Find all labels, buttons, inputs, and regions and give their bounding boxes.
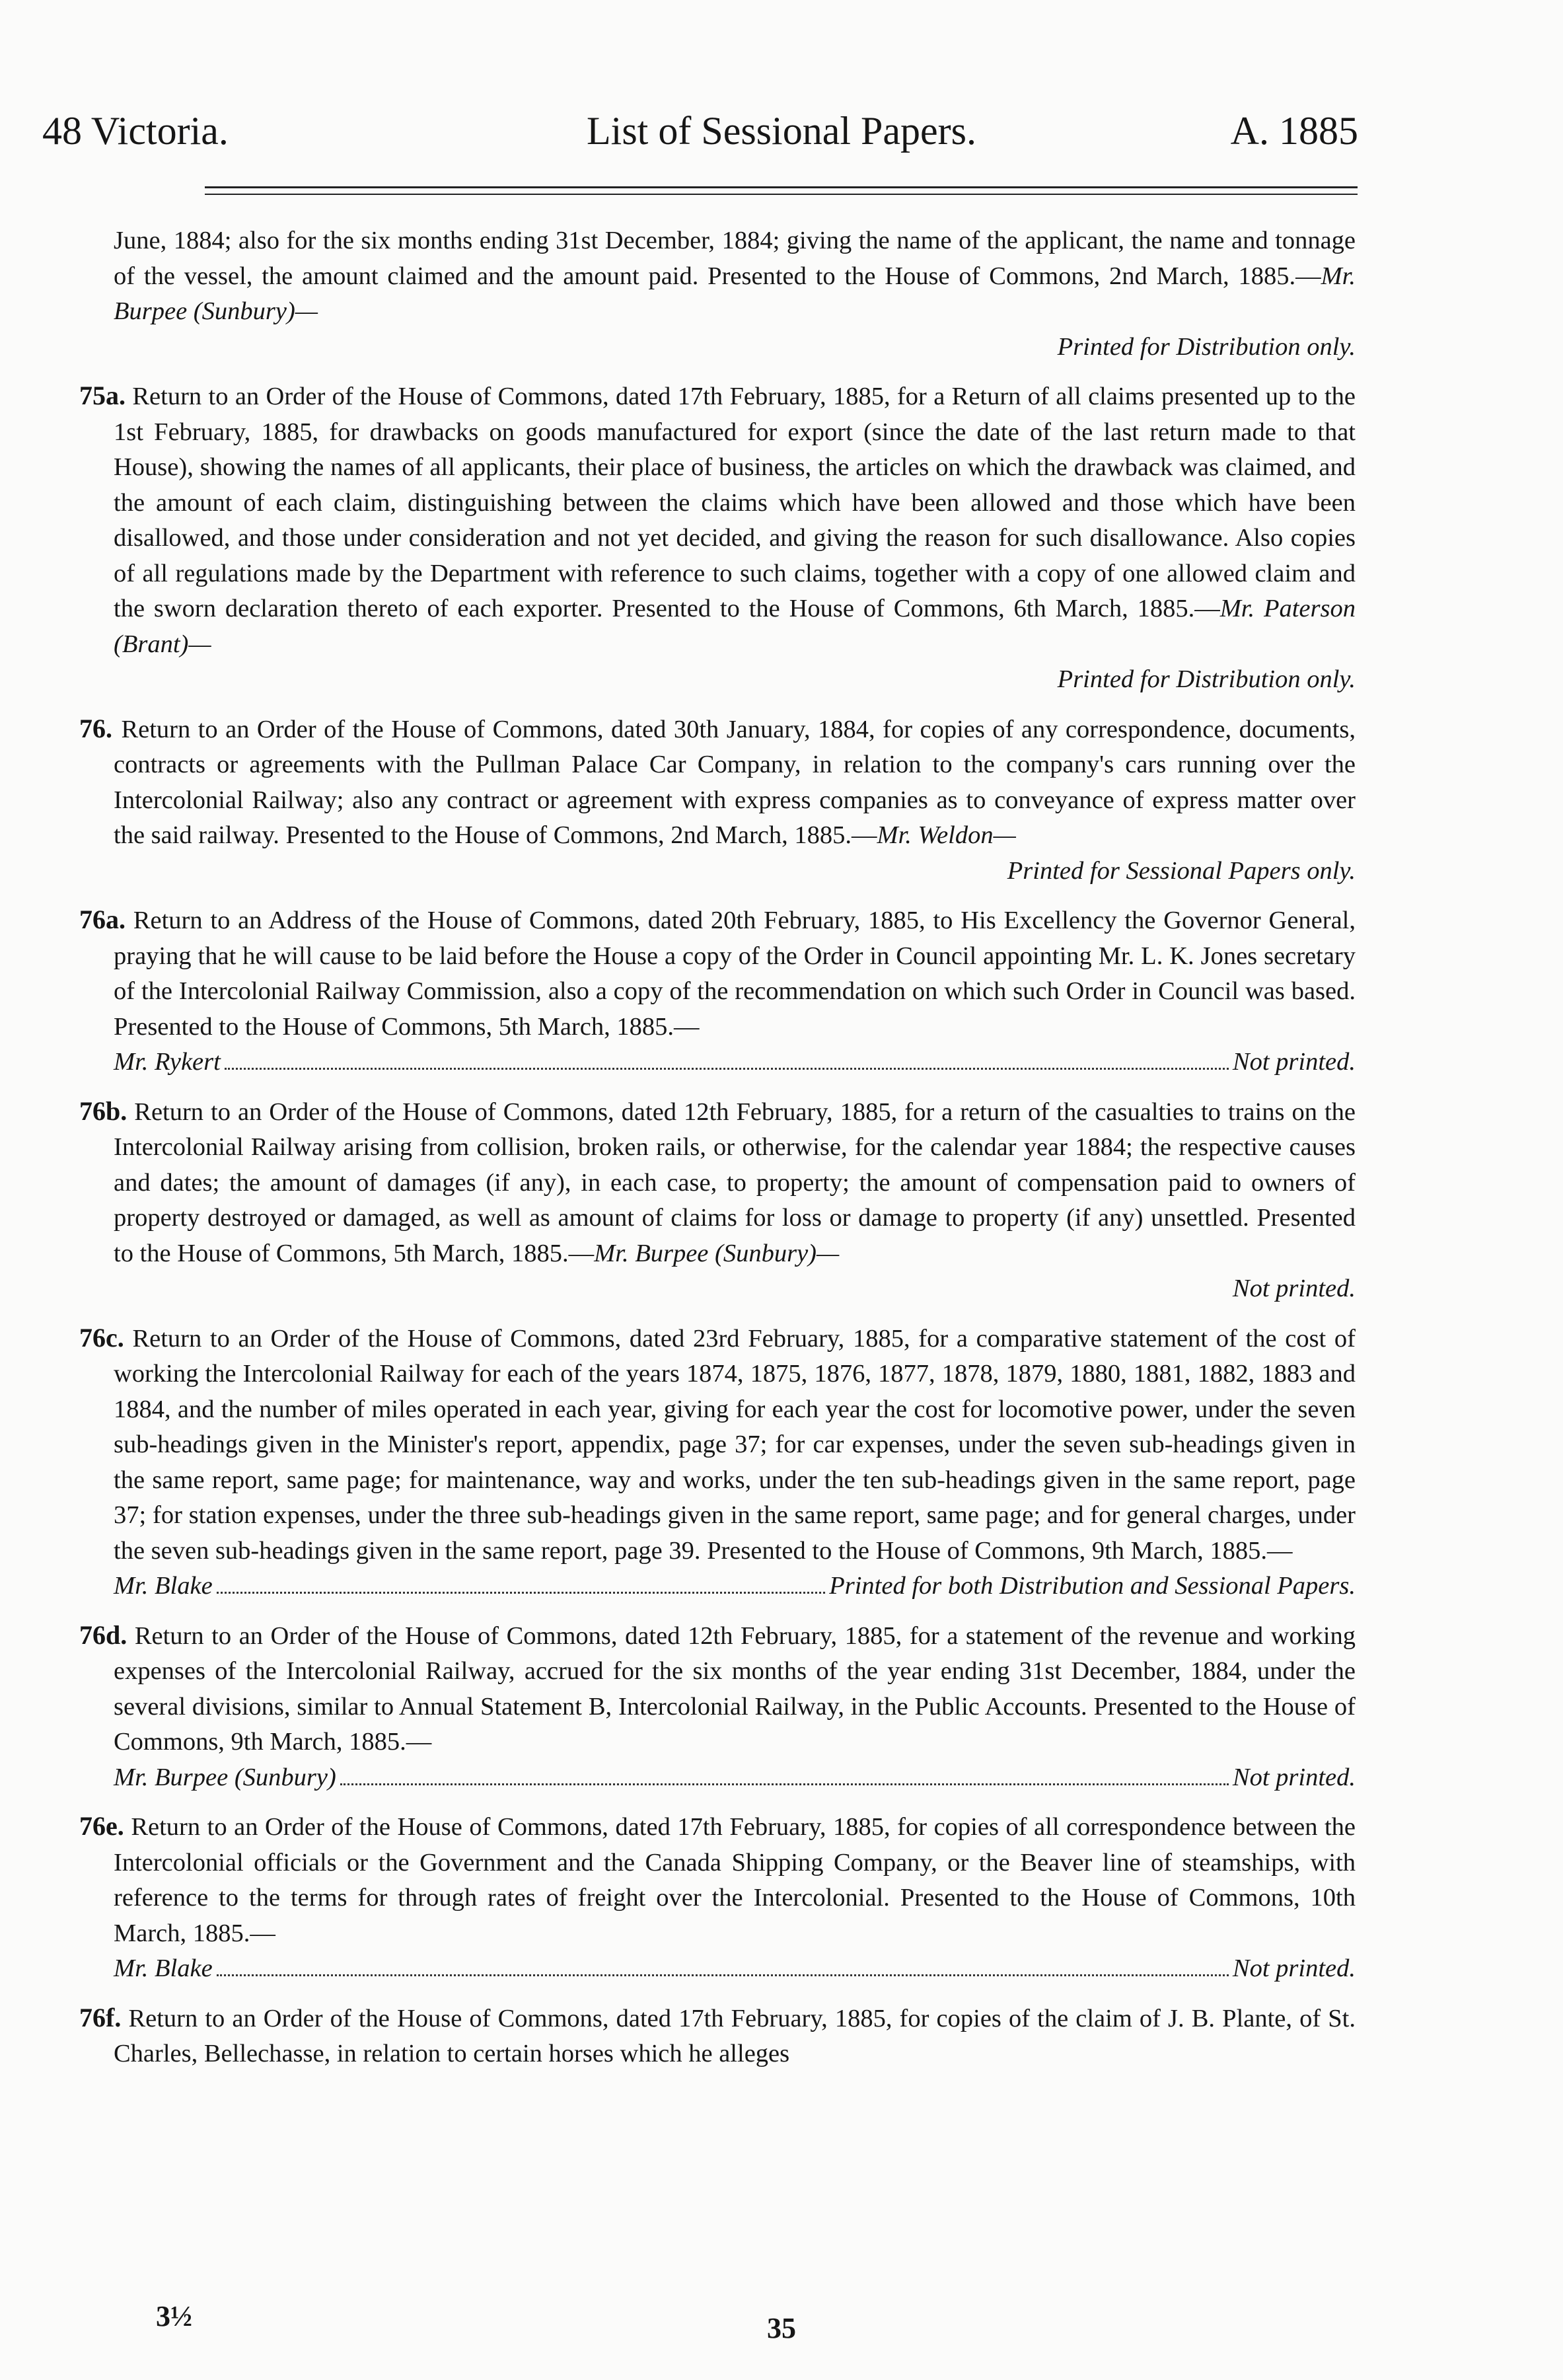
header-rule-thick [205, 186, 1358, 188]
entry-number: 76c. [79, 1322, 124, 1353]
dot-leader [225, 1068, 1229, 1070]
list-item [79, 902, 1356, 1080]
entry-status: Printed for Sessional Papers only. [1007, 856, 1356, 885]
entry-text: Return to an Order of the House of Commons, dated 17th February, 1885, for copies of the claim of J. B. Plante, of St. Charles, Bellechasse, in relation to certain horses which he alleges [114, 2004, 1356, 2067]
entry-text: June, 1884; also for the six months ending 31st December, 1884; giving the name of the applicant, the name and tonnage of the vessel, the amount claimed and the amount paid. Presented to the House of Commons, 2nd March, 1885.— [114, 227, 1356, 290]
entry-number: 76b. [79, 1096, 127, 1126]
printer-signature: 3½ [156, 2300, 192, 2332]
dot-leader [217, 1974, 1229, 1976]
dot-leader [217, 1592, 826, 1594]
entry-number: 75a. [79, 381, 126, 410]
entry-member: Mr. Weldon— [877, 821, 1016, 849]
list-item [79, 378, 1356, 698]
entry-number: 76a. [79, 905, 126, 934]
header-year: A. 1885 [1230, 109, 1358, 153]
entry-number: 76f. [79, 2002, 122, 2032]
entry-member: Mr. Burpee (Sunbury) [114, 1763, 336, 1791]
entry-dotline [114, 1760, 1356, 1796]
entry-text: Return to an Order of the House of Commons, dated 17th February, 1885, for copies of all correspondence between the Intercolonial officials or the Government and the Canada Shipping Company, or the Beaver line of steamships, with reference to the terms for through rates of freight over the Intercolonial. Presented to the House of Commons, 10th March, 1885.— [114, 1813, 1356, 1947]
dot-leader [340, 1783, 1229, 1785]
entry-status: Printed for both Distribution and Sessional Papers. [829, 1572, 1356, 1600]
entry-text: Return to an Order of the House of Commons, dated 30th January, 1884, for copies of any correspondence, documents, contracts or agreements with the Pullman Palace Car Company, in relation to the company's cars running over the Intercolonial Railway; also any contract or agreement with express companies as to conveyance of express matter over the said railway. Presented to the House of Commons, 2nd March, 1885.— [114, 715, 1356, 849]
entry-member: Mr. Rykert [114, 1048, 221, 1076]
entry-text: Return to an Order of the House of Commons, dated 12th February, 1885, for a return of the casualties to trains on the Intercolonial Railway arising from collision, broken rails, or otherwise, for the calendar year 1884; the respective causes and dates; the amount of damages (if any), in each case, to property; the amount of compensation paid to owners of property destroyed or damaged, as well as amount of claims for loss or damage to property (if any) unsettled. Presented to the House of Commons, 5th March, 1885.— [114, 1097, 1356, 1267]
entry-member: Mr. Blake [114, 1572, 213, 1600]
paper-list [79, 223, 1356, 2085]
list-item [79, 1618, 1356, 1796]
entry-member: Mr. Burpee (Sunbury)— [114, 262, 1356, 325]
entry-number: 76. [79, 713, 112, 743]
entry-dotline [114, 1569, 1356, 1604]
entry-number: 76e. [79, 1811, 124, 1841]
list-item [79, 1808, 1356, 1987]
entry-status: Not printed. [1232, 1954, 1356, 1982]
entry-member: Mr. Blake [114, 1954, 213, 1982]
entry-dotline [114, 1951, 1356, 1987]
entry-member: Mr. Burpee (Sunbury)— [594, 1239, 840, 1267]
entry-status: Not printed. [1232, 1763, 1356, 1791]
entry-member: Mr. Paterson (Brant)— [114, 595, 1356, 658]
entry-dotline [114, 1045, 1356, 1080]
header-rule-thin [205, 194, 1358, 195]
entry-number: 76d. [79, 1619, 127, 1650]
entry-status: Not printed. [1232, 1048, 1356, 1076]
list-item [79, 2000, 1356, 2072]
list-item [79, 1094, 1356, 1307]
page-title: List of Sessional Papers. [587, 109, 976, 153]
entry-text: Return to an Address of the House of Commons, dated 20th February, 1885, to His Excellency the Governor General, praying that he will cause to be laid before the House a copy of the Order in Council appointing Mr. L. K. Jones secretary of the Intercolonial Railway Commission, also a copy of the recommendation on which such Order in Council was based. Presented to the House of Commons, 5th March, 1885.— [114, 907, 1356, 1041]
header-session: 48 Victoria. [42, 109, 229, 153]
list-item [114, 223, 1356, 365]
entry-status: Printed for Distribution only. [1057, 665, 1356, 693]
list-item [79, 711, 1356, 889]
entry-status: Printed for Distribution only. [1057, 332, 1356, 361]
entry-text: Return to an Order of the House of Commons, dated 12th February, 1885, for a statement of the revenue and working expenses of the Intercolonial Railway, accrued for the six months of the year ending 31st December, 1884, under the several divisions, similar to Annual Statement B, Intercolonial Railway, in the Public Accounts. Presented to the House of Commons, 9th March, 1885.— [114, 1621, 1356, 1756]
entry-status: Not printed. [1232, 1275, 1356, 1302]
list-item [79, 1320, 1356, 1604]
page-number: 35 [767, 2312, 796, 2344]
entry-text: Return to an Order of the House of Commons, dated 17th February, 1885, for a Return of all claims presented up to the 1st February, 1885, for drawbacks on goods manufactured for export (since the date of the last return made to that House), showing the names of all applicants, their place of business, the articles on which the drawback was claimed, and the amount of each claim, distinguishing between the claims which have been allowed and those which have been disallowed, and those under consideration and not yet decided, and giving the reason for such disallowance. Also copies of all regulations made by the Department with reference to such claims, together with a copy of one allowed claim and the sworn declaration thereto of each exporter. Presented to the House of Commons, 6th March, 1885.— [114, 383, 1356, 622]
entry-text: Return to an Order of the House of Commons, dated 23rd February, 1885, for a comparative statement of the cost of working the Intercolonial Railway for each of the years 1874, 1875, 1876, 1877, 1878, 1879, 1880, 1881, 1882, 1883 and 1884, and the number of miles operated in each year, giving for each year the cost for locomotive power, under the seven sub-headings given in the Minister's report, appendix, page 37; for car expenses, under the seven sub-headings given in the same report, same page; for maintenance, way and works, under the ten sub-headings given in the same report, page 37; for station expenses, under the three sub-headings given in the same report, same page; and for general charges, under the seven sub-headings given in the same report, page 39. Presented to the House of Commons, 9th March, 1885.— [114, 1324, 1356, 1565]
